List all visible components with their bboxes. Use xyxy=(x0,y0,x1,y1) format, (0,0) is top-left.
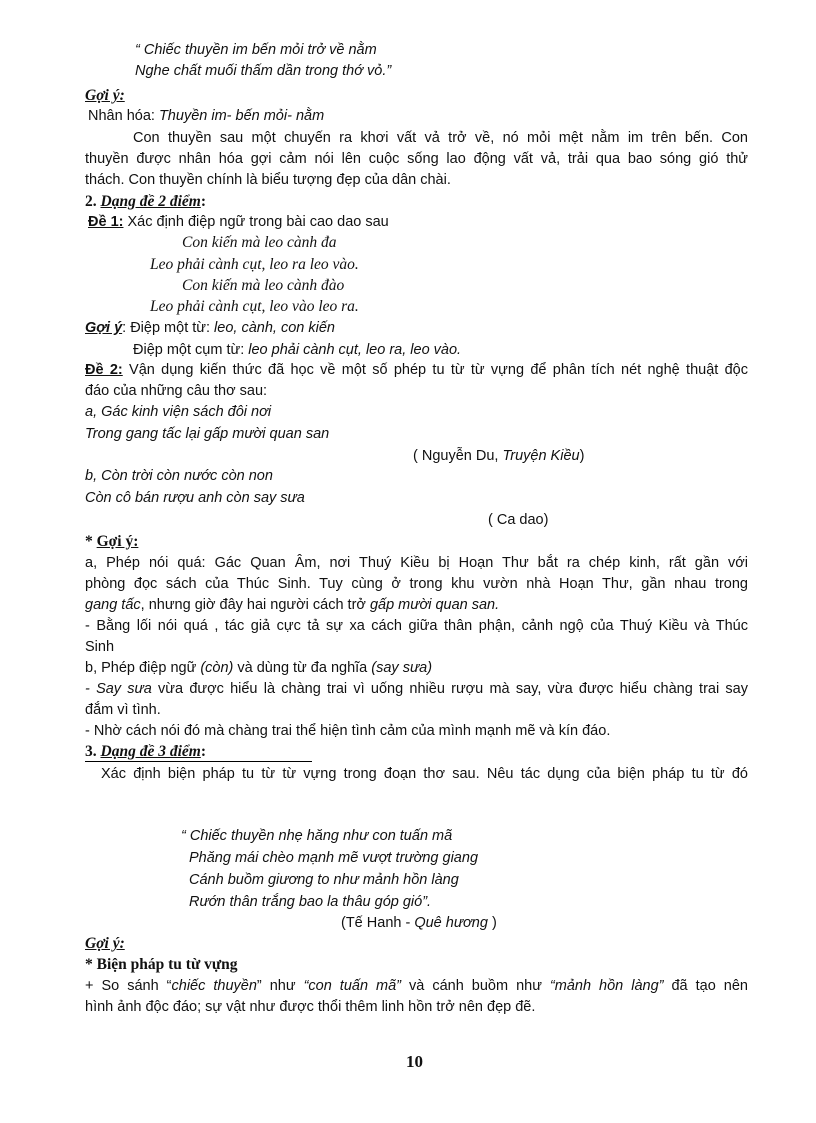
de2-hint-a-bullet-line2: Sinh xyxy=(85,639,115,655)
section3-poem-line1: “ Chiếc thuyền nhẹ hăng như con tuấn mã xyxy=(181,828,453,844)
poem1-line1: “ Chiếc thuyền im bến mỏi trở về nằm xyxy=(135,42,377,58)
hint1-nhanhoa-words: Thuyền im- bến mỏi- nằm xyxy=(158,108,325,124)
section2-heading-colon: : xyxy=(200,193,206,210)
section3-hint-label: Gợi ý: xyxy=(85,935,125,952)
de1-hint-line1 xyxy=(85,318,335,338)
de2-hint-b-con: (còn) xyxy=(200,660,234,676)
poem1-line2: Nghe chất muối thấm dần trong thớ vỏ.” xyxy=(135,63,392,79)
de2-b-line1: b, Còn trời còn nước còn non xyxy=(85,468,273,484)
de1-hint-label: Gợi ý xyxy=(85,320,123,336)
de2-hint-a-line2: phòng đọc sách của Thúc Sinh. Tuy cùng ở trong khu vườn nhà Hoạn Thư, gần nhau trong xyxy=(85,576,748,592)
section3-heading-colon: : xyxy=(200,743,206,760)
ss-g: đã tạo nên xyxy=(663,978,748,994)
de2-b-line2: Còn cô bán rượu anh còn say sưa xyxy=(85,490,305,506)
de2-hint-a-mid: , nhưng giờ đây hai người cách trở xyxy=(140,597,370,613)
de1-line xyxy=(88,212,389,232)
section2-heading-text: Dạng đề 2 điểm xyxy=(100,193,201,210)
de2-hint-a-line3 xyxy=(85,595,499,615)
hint1-personification xyxy=(88,106,324,126)
hint1-para-line2: thuyền được nhân hóa gợi cảm nói lên cuộc sống lao động vất vả, trải qua bao sóng gió thử xyxy=(85,151,748,167)
de2-text1: Vận dụng kiến thức đã học về một số phép tu từ từ vựng để phân tích nét nghệ thuật độc xyxy=(122,362,748,378)
de2-hint-a-gangtac: gang tấc xyxy=(85,597,141,613)
section2-heading xyxy=(85,192,206,212)
de1-hint-prefix1: : Điệp một từ: xyxy=(122,320,215,336)
de1-label: Đề 1: xyxy=(88,214,124,230)
ss-c: ” như xyxy=(256,978,304,994)
de1-text: Xác định điệp ngữ trong bài cao dao sau xyxy=(123,214,389,230)
section3-bp-label: * Biện pháp tu từ vựng xyxy=(85,956,238,973)
de2-hint-b-mid: và dùng từ đa nghĩa xyxy=(233,660,372,676)
de1-hint-prefix2: Điệp một cụm từ: xyxy=(133,342,249,358)
hint1-para-line3: thách. Con thuyền chính là biểu tượng đẹp của dân chài. xyxy=(85,172,451,188)
section3-compare-line2: hình ảnh độc đáo; sự vật như được thổi thêm linh hồn trở nên đẹp đẽ. xyxy=(85,999,536,1015)
de2-hint-label: Gợi ý: xyxy=(96,533,139,550)
de2-a-src-title: Truyện Kiều xyxy=(502,448,580,464)
de2-hint-star: * xyxy=(85,533,97,550)
ss-b: chiếc thuyền xyxy=(171,978,257,994)
hint1-para-line1: Con thuyền sau một chuyến ra khơi vất vả trở về, nó mỏi mệt nằm im trên bến. Con xyxy=(133,130,748,146)
ss-f: “mảnh hồn làng” xyxy=(549,978,664,994)
section3-poem-line2: Phăng mái chèo mạnh mẽ vượt trường giang xyxy=(189,850,479,866)
de2-hint-b-bullet1-line1 xyxy=(85,679,748,699)
section3-heading-rule xyxy=(85,761,312,762)
ss-e: và cánh buồm như xyxy=(401,978,550,994)
de1-poem-line2: Leo phải cành cụt, leo ra leo vào. xyxy=(150,256,359,273)
section3-src-title: Quê hương xyxy=(414,915,488,931)
section3-src-open: (Tế Hanh - xyxy=(341,915,415,931)
section3-heading xyxy=(85,742,206,762)
section3-task: Xác định biện pháp tu từ từ vựng trong đoạn thơ sau. Nêu tác dụng của biện pháp tu từ đó xyxy=(101,766,748,782)
de2-a-line1: a, Gác kinh viện sách đôi nơi xyxy=(85,404,272,420)
de2-a-line2: Trong gang tấc lại gấp mười quan san xyxy=(85,426,330,442)
de2-hint-a-bullet-line1: - Bằng lối nói quá , tác giả cực tả sự xa cách giữa thân phận, cảnh ngộ của Thuý Kiều và Thúc xyxy=(85,618,748,634)
hint1-nhanhoa-prefix: Nhân hóa: xyxy=(88,108,159,124)
de2-a-src-open: ( Nguyễn Du, xyxy=(413,448,503,464)
de2-hint-b-bullet1-rest: vừa được hiểu là chàng trai vì uống nhiều rượu mà say, vừa được hiểu chàng trai say xyxy=(151,681,748,697)
de1-hint-line2 xyxy=(133,340,461,360)
de2-hint-a-line1: a, Phép nói quá: Gác Quan Âm, nơi Thuý Kiều bị Hoạn Thư bắt ra chép kinh, rất gần với xyxy=(85,555,748,571)
section3-heading-text: Dạng đề 3 điểm xyxy=(100,743,201,760)
section3-compare-line1 xyxy=(85,976,748,996)
de2-a-source xyxy=(413,446,584,466)
de1-poem-line3: Con kiến mà leo cành đào xyxy=(182,277,345,294)
de1-hint-words1: leo, cành, con kiến xyxy=(214,320,335,336)
de2-b-source: ( Ca dao) xyxy=(488,512,549,528)
section3-poem-line3: Cánh buồm giương to như mảnh hồn làng xyxy=(189,872,459,888)
ss-d: “con tuấn mã” xyxy=(303,978,402,994)
de1-poem-line4: Leo phải cành cụt, leo vào leo ra. xyxy=(150,298,359,315)
de1-hint-words2: leo phải cành cụt, leo ra, leo vào. xyxy=(248,342,462,358)
section3-heading-num: 3. xyxy=(85,743,101,760)
de2-line2: đáo của những câu thơ sau: xyxy=(85,383,268,399)
de2-hint-b-bullet2: - Nhờ cách nói đó mà chàng trai thể hiện tình cảm của mình mạnh mẽ và kín đáo. xyxy=(85,723,611,739)
section3-src-close: ) xyxy=(487,915,497,931)
de2-hint-b-prefix: b, Phép điệp ngữ xyxy=(85,660,201,676)
hint1-label: Gợi ý: xyxy=(85,87,125,104)
de1-poem-line1: Con kiến mà leo cành đa xyxy=(182,234,337,251)
de2-line1 xyxy=(85,360,748,380)
de2-hint-b-bullet1-line2: đắm vì tình. xyxy=(85,702,161,718)
de2-hint-heading xyxy=(85,532,138,552)
ss-a: + So sánh “ xyxy=(85,978,172,994)
section3-source xyxy=(341,913,497,933)
de2-hint-b-saysua-label: - Say sưa xyxy=(85,681,152,697)
de2-label: Đề 2: xyxy=(85,362,123,378)
de2-a-src-close: ) xyxy=(579,448,585,464)
de2-hint-a-quansan: gấp mười quan san. xyxy=(369,597,500,613)
page-number: 10 xyxy=(406,1052,423,1071)
section3-poem-line4: Rướn thân trắng bao la thâu góp gió”. xyxy=(189,894,432,910)
de2-hint-b-line xyxy=(85,658,432,678)
de2-hint-b-saysua: (say sưa) xyxy=(371,660,433,676)
section2-heading-num: 2. xyxy=(85,193,101,210)
